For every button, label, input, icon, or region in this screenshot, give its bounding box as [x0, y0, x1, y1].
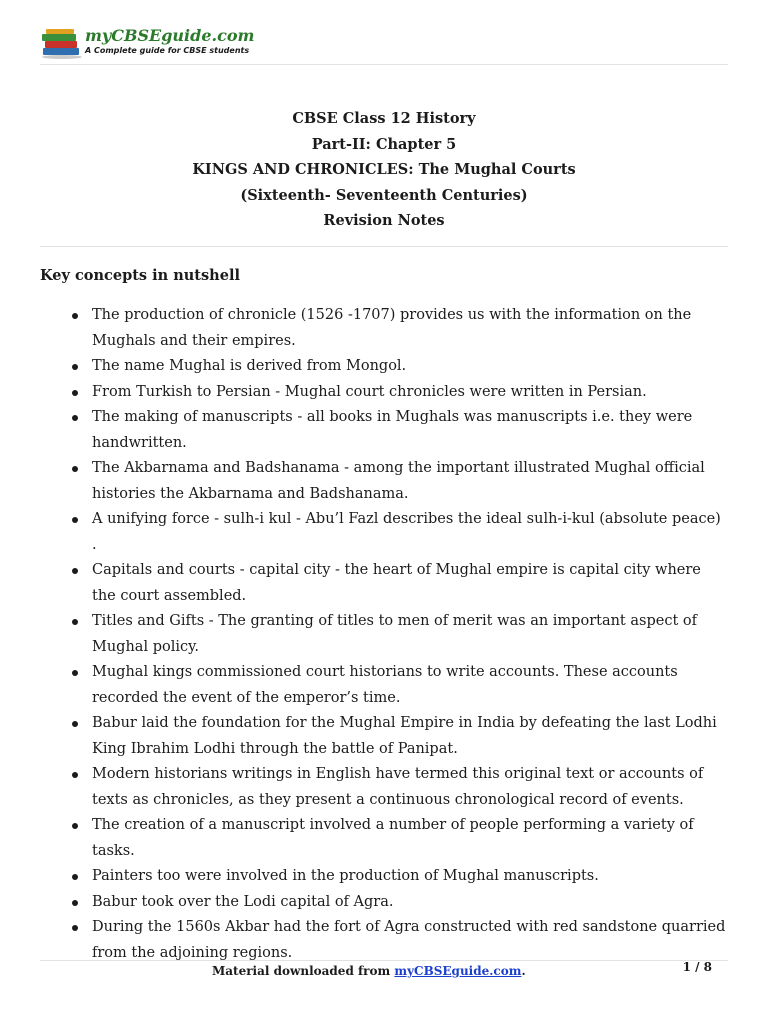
list-item: The making of manuscripts - all books in Mughals was manuscripts i.e. they were handwritten.: [40, 405, 728, 456]
document-title: [40, 106, 728, 234]
title-line-notes: Revision Notes: [323, 212, 445, 229]
title-line-chapter: Part-II: Chapter 5: [311, 135, 457, 153]
list-item: During the 1560s Akbar had the fort of Agra constructed with red sandstone quarried from the adjoining regions.: [40, 915, 728, 966]
footer-divider: [40, 960, 728, 961]
list-item: Titles and Gifts - The granting of titles to men of merit was an important aspect of Mughal policy.: [40, 609, 728, 660]
page-number: 1 / 8: [682, 960, 712, 974]
footer-site-link[interactable]: myCBSEguide.com: [394, 964, 522, 978]
footer-suffix: .: [521, 964, 526, 978]
footer-text: [212, 964, 526, 978]
books-logo-icon: [40, 26, 84, 60]
title-line-topic: KINGS AND CHRONICLES: The Mughal Courts: [192, 161, 576, 178]
list-item: The Akbarnama and Badshanama - among the important illustrated Mughal official histories the Akbarnama and Badshanama.: [40, 456, 728, 507]
list-item: The creation of a manuscript involved a number of people performing a variety of tasks.: [40, 813, 728, 864]
list-item: Mughal kings commissioned court historians to write accounts. These accounts recorded the event of the emperor’s time.: [40, 660, 728, 711]
list-item: Babur laid the foundation for the Mughal Empire in India by defeating the last Lodhi King Ibrahim Lodhi through the battle of Panipat.: [40, 711, 728, 762]
footer-prefix: Material downloaded from: [212, 964, 395, 978]
list-item: Painters too were involved in the production of Mughal manuscripts.: [40, 864, 728, 890]
list-item: The production of chronicle (1526 -1707) provides us with the information on the Mughals and their empires.: [40, 303, 728, 354]
header-divider: [40, 64, 728, 65]
title-line-class: CBSE Class 12 History: [292, 110, 476, 127]
title-divider: [40, 246, 728, 247]
logo-name: myCBSEguide.com: [85, 26, 255, 45]
title-line-period: (Sixteenth- Seventeenth Centuries): [240, 186, 528, 204]
site-logo[interactable]: [40, 26, 260, 62]
list-item: From Turkish to Persian - Mughal court chronicles were written in Persian.: [40, 380, 728, 406]
section-heading: Key concepts in nutshell: [40, 267, 240, 284]
list-item: The name Mughal is derived from Mongol.: [40, 354, 728, 380]
notes-list: [40, 303, 728, 966]
list-item: Babur took over the Lodi capital of Agra.: [40, 890, 728, 916]
list-item: Capitals and courts - capital city - the heart of Mughal empire is capital city where the court assembled.: [40, 558, 728, 609]
list-item: Modern historians writings in English have termed this original text or accounts of texts as chronicles, as they present a continuous chronological record of events.: [40, 762, 728, 813]
list-item: A unifying force - sulh-i kul - Abu’l Fazl describes the ideal sulh-i-kul (absolute peace) .: [40, 507, 728, 558]
logo-tagline: A Complete guide for CBSE students: [85, 46, 250, 55]
